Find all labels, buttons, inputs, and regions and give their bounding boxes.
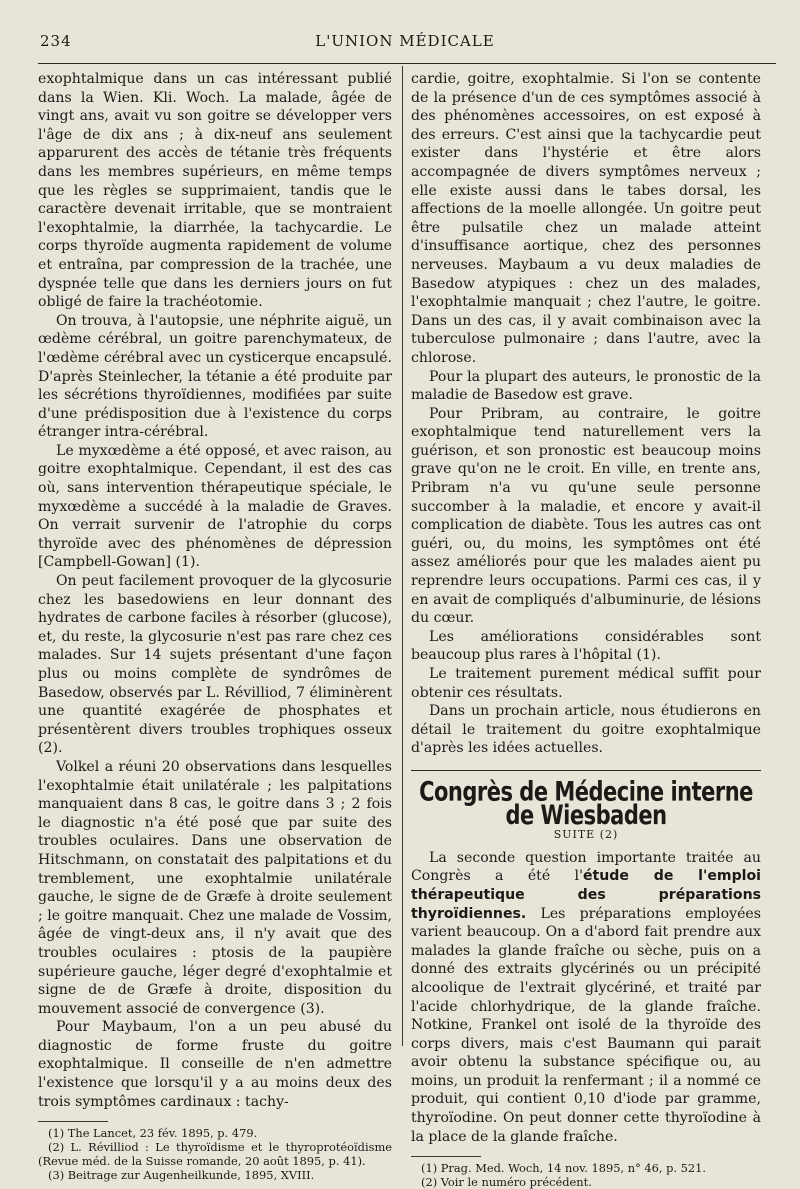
paragraph: On trouva, à l'autopsie, une néphrite aiguë, un œdème cérébral, un goitre parenchymateux, de l'œdème cérébral avec un cysticerque encapsulé. D'après Steinlecher, la tétanie a été produite par les sécrétions thyroïdiennes, modifiées par suite d'une prédisposition due à l'existence du corps étranger intra-cérébral. bbox=[38, 312, 392, 441]
footnotes bbox=[38, 1126, 392, 1182]
page-header bbox=[40, 32, 770, 54]
footnote: (3) Beitrage zur Augenheilkunde, 1895, XVIII. bbox=[48, 1168, 315, 1183]
footnote: (1) The Lancet, 23 fév. 1895, p. 479. bbox=[48, 1126, 258, 1141]
section-title: Congrès de Médecine interne de Wiesbaden bbox=[419, 776, 753, 830]
section-rule bbox=[411, 770, 761, 771]
section-subtitle: SUITE (2) bbox=[553, 828, 619, 842]
right-column bbox=[411, 70, 761, 1189]
paragraph: Pour Maybaum, l'on a un peu abusé du diagnostic de forme fruste du goitre exophtalmique. Il conseille de n'en admettre l'existence que lorsqu'il y a au moins deux des trois symptômes cardinaux : tachy- bbox=[38, 1019, 392, 1110]
page-number: 234 bbox=[40, 32, 72, 50]
footnote: (1) Prag. Med. Woch, 14 nov. 1895, n° 46, p. 521. bbox=[421, 1161, 707, 1176]
paragraph: Les améliorations considérables sont beaucoup plus rares à l'hôpital (1). bbox=[411, 628, 761, 664]
section-bold-topic: étude de l'emploi thérapeutique des préparations thyroïdiennes. bbox=[411, 868, 762, 922]
footnote-rule bbox=[38, 1121, 108, 1122]
footnote: (2) Voir le numéro précédent. bbox=[421, 1175, 592, 1189]
section-rest: Les préparations employées varient beaucoup. On a d'abord fait prendre aux malades la glande fraîche ou sèche, puis on a donné des extraits glycérinés ou un précipité alcoolique de l'extrait glycériné, et traité par l'acide chlorhydrique, de la glande fraîche. Notkine, Frankel ont isolé de la thyroïde des corps divers, mais c'est Baumann qui parait avoir obtenu la substance spécifique ou, au moins, un produit la renfermant ; il a nommé ce produit, qui contient 0,10 d'iode par gramme, thyroïodine. On peut donner cette thyroïodine à la place de la glande fraîche. bbox=[411, 905, 761, 1145]
left-column bbox=[38, 70, 392, 1182]
header-rule bbox=[38, 63, 776, 64]
column-divider bbox=[402, 66, 403, 1046]
footnote: (2) L. Révilliod : Le thyroïdisme et le thyroprotéoïdisme (Revue méd. de la Suisse romande, 20 août 1895, p. 41). bbox=[38, 1140, 392, 1169]
running-title: L'UNION MÉDICALE bbox=[315, 32, 495, 50]
paragraph: cardie, goitre, exophtalmie. Si l'on se contente de la présence d'un de ces symptômes associé à des phénomènes accessoires, on est exposé à des erreurs. C'est ainsi que la tachycardie peut exister dans l'hystérie et être alors accompagnée de divers symptômes nerveux ; elle existe aussi dans le tabes dorsal, les affections de la moelle allongée. Un goitre peut être pulsatile chez un malade atteint d'insuffisance aortique, chez des personnes nerveuses. Maybaum a vu deux maladies de Basedow atypiques : chez un des malades, l'exophtalmie manquait ; chez l'autre, le goitre. Dans un des cas, il y avait combinaison avec la tuberculose pulmonaire ; dans l'autre, avec la chlorose. bbox=[411, 71, 761, 366]
paragraph: On peut facilement provoquer de la glycosurie chez les basedowiens en leur donnant des hydrates de carbone faciles à résorber (glucose), et, du reste, la glycosurie n'est pas rare chez ces malades. Sur 14 sujets présentant d'une façon plus ou moins complète de syndrômes de Basedow, observés par L. Révilliod, 7 éliminèrent une quantité exagérée de phosphates et présentèrent divers troubles trophiques osseux (2). bbox=[38, 573, 392, 757]
paragraph: exophtalmique dans un cas intéressant publié dans la Wien. Kli. Woch. La malade, âgée de vingt ans, avait vu son goitre se développer vers l'âge de dix ans ; à dix-neuf ans seulement apparurent des accès de tétanie très fréquents dans les membres supérieurs, en même temps que les règles se supprimaient, tandis que le caractère devenait irritable, que se montraient l'exophtalmie, la diarrhée, la tachycardie. Le corps thyroïde augmenta rapidement de volume et entraîna, par compression de la trachée, une dyspnée telle que dans les derniers jours on fut obligé de faire la trachéotomie. bbox=[38, 71, 392, 311]
footnote-rule bbox=[411, 1156, 481, 1157]
paragraph: Pour la plupart des auteurs, le pronostic de la maladie de Basedow est grave. bbox=[411, 368, 761, 404]
paragraph: Le myxœdème a été opposé, et avec raison, au goitre exophtalmique. Cependant, il est des cas où, sans intervention thérapeutique spéciale, le myxœdème a succédé à la maladie de Graves. On verrait survenir de l'atrophie du corps thyroïde avec des phénomènes de dépression [Campbell-Gowan] (1). bbox=[38, 442, 392, 571]
section-intro: La seconde question importante traitée au Congrès a été l' bbox=[411, 849, 761, 885]
paragraph: Pour Pribram, au contraire, le goitre exophtalmique tend naturellement vers la guérison, et son pronostic est beaucoup moins grave qu'on ne le croit. En ville, en trente ans, Pribram n'a vu qu'une seule personne succomber à la maladie, et encore y avait-il complication de diabète. Tous les autres cas ont guéri, ou, du moins, les symptômes ont été assez améliorés pour que les malades aient pu reprendre leurs occupations. Parmi ces cas, il y en avait de compliqués d'albuminurie, de lésions du cœur. bbox=[411, 405, 761, 627]
paragraph: Dans un prochain article, nous étudierons en détail le traitement du goitre exophtalmique d'après les idées actuelles. bbox=[411, 703, 761, 757]
section-paragraph bbox=[411, 849, 761, 1147]
paragraph: Le traitement purement médical suffit pour obtenir ces résultats. bbox=[411, 666, 761, 701]
footnotes bbox=[411, 1161, 761, 1189]
paragraph: Volkel a réuni 20 observations dans lesquelles l'exophtalmie était unilatérale ; les palpitations manquaient dans 8 cas, le goitre dans 3 ; 2 fois le diagnostic n'a été posé que par suite des troubles oculaires. Dans une observation de Hitschmann, on constatait des palpitations et du tremblement, une exophtalmie unilatérale gauche, le signe de de Græfe à droite seulement ; le goitre manquait. Chez une malade de Vossim, âgée de vingt-deux ans, il n'y avait que des troubles oculaires : ptosis de la paupière supérieure gauche, léger degré d'exophtalmie et signe de de Græfe à droite, disposition du mouvement associé de convergence (3). bbox=[38, 758, 392, 1017]
